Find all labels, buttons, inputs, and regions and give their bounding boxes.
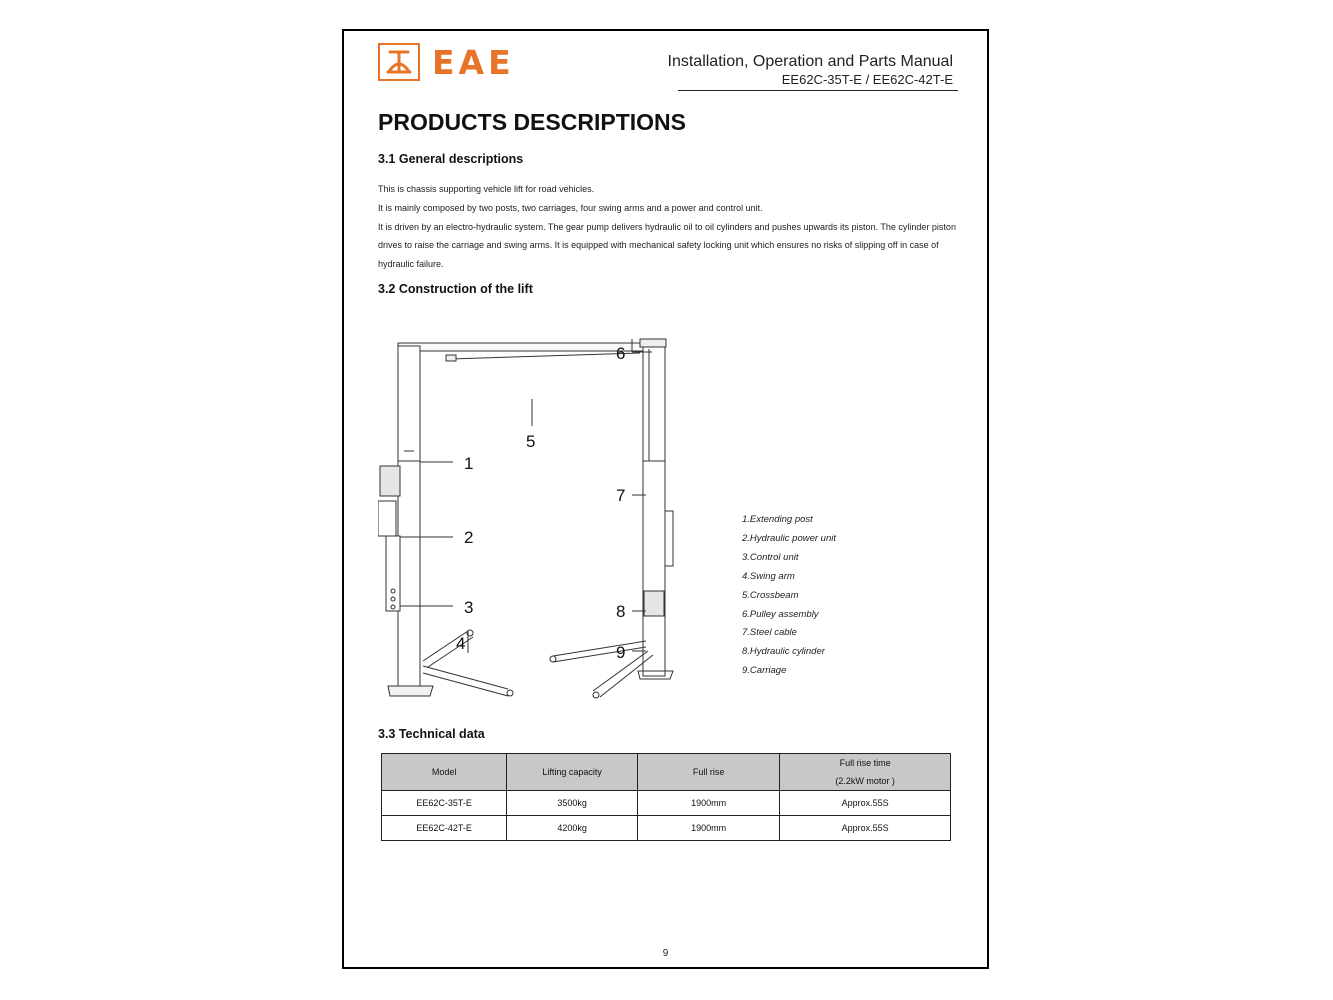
legend-item: 4.Swing arm (742, 570, 795, 582)
left-post (398, 346, 420, 691)
logo-text: EAE (432, 42, 515, 82)
legend-item: 1.Extending post (742, 514, 813, 525)
table-cell: 1900mm (638, 791, 780, 816)
legend-item: 2.Hydraulic power unit (742, 532, 836, 544)
table-header-row (382, 754, 951, 791)
table-cell: 4200kg (507, 816, 638, 841)
legend-item: 7.Steel cable (742, 627, 797, 639)
general-description (378, 180, 958, 274)
legend-item: 8.Hydraulic cylinder (742, 646, 825, 658)
right-post (643, 346, 665, 676)
carriage (644, 591, 664, 616)
callout-5: 5 (526, 432, 536, 451)
control-unit (386, 536, 400, 611)
callout-7: 7 (616, 486, 626, 505)
callout-9: 9 (616, 643, 626, 662)
page-title: PRODUCTS DESCRIPTIONS (378, 109, 686, 135)
table-cell: 1900mm (638, 816, 780, 841)
lift-diagram (378, 311, 718, 711)
paragraph: It is mainly composed by two posts, two carriages, four swing arms and a power and control unit. (378, 202, 763, 213)
manual-header (668, 53, 954, 89)
column-header-label: Full rise time (839, 758, 891, 768)
table-cell: EE62C-35T-E (382, 791, 507, 816)
manual-page (342, 29, 989, 969)
callout-8: 8 (616, 602, 626, 621)
callout-2: 2 (464, 528, 474, 547)
table-row (382, 791, 951, 816)
section-general-heading: 3.1 General descriptions (378, 152, 524, 166)
pulley-assembly (640, 339, 666, 347)
table-row (382, 816, 951, 841)
callout-3: 3 (464, 598, 474, 617)
legend-item: 3.Control unit (742, 551, 799, 563)
column-header: Full rise (638, 754, 780, 791)
column-header: Model (382, 754, 507, 791)
table-cell: Approx.55S (780, 816, 951, 841)
logo-mark-icon (378, 43, 420, 81)
technical-data-table (381, 753, 951, 841)
legend-item: 6.Pulley assembly (742, 608, 819, 620)
callout-6: 6 (616, 344, 626, 363)
manual-models: EE62C-35T-E / EE62C-42T-E (781, 72, 953, 87)
crossbeam-bar (450, 353, 640, 359)
table-cell: EE62C-42T-E (382, 816, 507, 841)
table-cell: 3500kg (507, 791, 638, 816)
manual-title: Installation, Operation and Parts Manual (667, 53, 953, 70)
section-construction-heading: 3.2 Construction of the lift (378, 282, 533, 296)
paragraph: It is driven by an electro-hydraulic system. The gear pump delivers hydraulic oil to oil cylinders and pushes upwards its piston. The cylinder piston drives to raise the carriage and swing arms. It is equipped with mechanical safety locking unit which ensures no risks of slipping off in case of hydraulic failure. (378, 221, 956, 270)
page-number: 9 (662, 948, 669, 959)
column-header (780, 754, 951, 791)
component-legend (742, 511, 836, 681)
callout-4: 4 (456, 634, 466, 653)
column-header: Lifting capacity (507, 754, 638, 791)
legend-item: 5.Crossbeam (742, 589, 799, 601)
legend-item: 9.Carriage (742, 665, 787, 677)
header-divider (678, 90, 958, 91)
column-header-note: (2.2kW motor ) (835, 776, 895, 786)
company-logo (378, 43, 515, 81)
hydraulic-power-unit (380, 466, 400, 496)
table-cell: Approx.55S (780, 791, 951, 816)
callout-1: 1 (464, 454, 474, 473)
section-technical-heading: 3.3 Technical data (378, 727, 485, 741)
paragraph: This is chassis supporting vehicle lift for road vehicles. (378, 184, 595, 194)
